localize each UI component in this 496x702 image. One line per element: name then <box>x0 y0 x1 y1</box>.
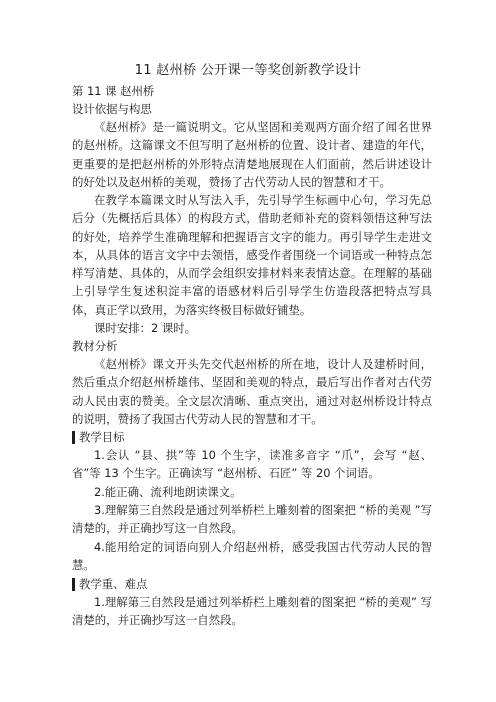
key-point-1: 1.理解第三自然段是通过列举桥栏上雕刻着的图案把 “桥的美观” 写清楚的，并正确抄写这一自然段。 <box>72 595 432 628</box>
goals-heading <box>72 428 125 446</box>
analysis-heading: 教材分析 <box>72 339 118 353</box>
goal-4: 4.能用给定的词语向别人介绍赵州桥，感受我国古代劳动人民的智慧。 <box>72 540 432 573</box>
intro-paragraph: 《赵州桥》是一篇说明文。它从坚固和美观两方面介绍了闻名世界的赵州桥。这篇课文不但写明了赵州桥的位置、设计者、建造的年代，更重要的是把赵州桥的外形特点清楚地展现在人们面前，然后讲述设计的好处以及赵州桥的美观，赞扬了古代劳动人民的智慧和才干。 <box>72 120 432 189</box>
goal-1: 1.会认 “县、拱”等 10 个生字，读准多音字 “爪”，会写 “赵、省”等 13 个生字。正确读写 “赵州桥、石匠” 等 20 个词语。 <box>72 448 432 481</box>
goal-2: 2.能正确、流利地朗读课文。 <box>94 485 242 499</box>
schedule-text: 课时安排：2 课时。 <box>94 321 196 335</box>
teaching-paragraph: 在教学本篇课文时从写法入手，先引导学生标画中心句，学习先总后分（先概括后具体）的构段方式，借助老师补充的资料领悟这种写法的好处，培养学生准确理解和把握语言文字的能力。再引导学生走进文本，从具体的语言文字中去领悟，感受作者围绕一个词语或一种特点怎样写清楚、具体的，从而学会组织安排材料来表情达意。在理解的基础上引导学生复述积淀丰富的语感材料后引导学生仿造段落把特点写具体，真正学以致用，为落实终极目标做好铺垫。 <box>72 193 432 317</box>
section-marker <box>72 578 75 591</box>
document-title: 11 赵州桥 公开课一等奖创新教学设计 <box>134 63 362 78</box>
design-heading: 设计依据与构思 <box>72 102 152 116</box>
key-heading <box>72 575 147 593</box>
key-heading-text: 教学重、难点 <box>79 577 148 591</box>
lesson-heading: 第 11 课 赵州桥 <box>72 84 155 98</box>
analysis-paragraph: 《赵州桥》课文开头先交代赵州桥的所在地，设计人及建桥时间，然后重点介绍赵州桥雄伟、坚固和美观的特点，最后写出作者对古代劳动人民由衷的赞美。全文层次清晰、重点突出，通过对赵州桥设计特点的说明，赞扬了我国古代劳动人民的智慧和才干。 <box>72 357 432 426</box>
goal-3: 3.理解第三自然段是通过列举桥栏上雕刻着的图案把 “桥的美观 ”写清楚的，并正确抄写这一自然段。 <box>72 503 432 536</box>
goals-heading-text: 教学目标 <box>79 430 125 444</box>
section-marker <box>72 431 75 444</box>
